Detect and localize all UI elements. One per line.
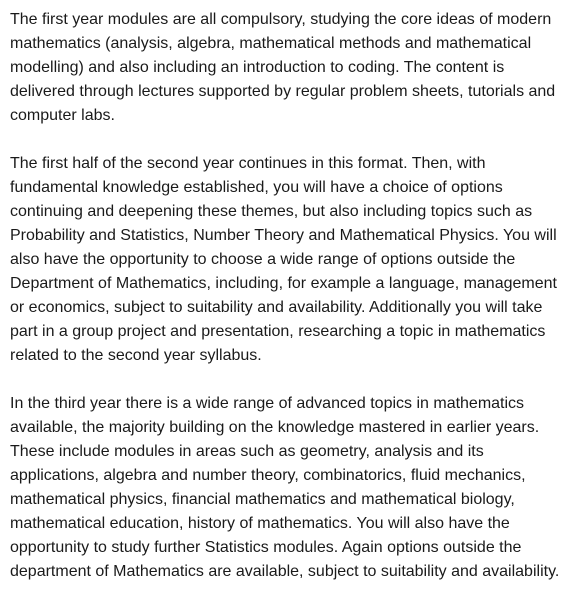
paragraph-third-year: In the third year there is a wide range of advanced topics in mathematics available, the majority building on the knowledge mastered in earlier years. These include modules in areas such as geometry, analysis and its applications, algebra and number theory, combinatorics, fluid mechanics, mathematical physics, financial mathematics and mathematical biology, mathematical education, history of mathematics. You will also have the opportunity to study further Statistics modules. Again options outside the department of Mathematics are available, subject to suitability and availability. [10,395,560,580]
paragraph-first-year: The first year modules are all compulsory, studying the core ideas of modern mathematics (analysis, algebra, mathematical methods and mathematical modelling) and also including an introduction to coding. The content is delivered through lectures supported by regular problem sheets, tutorials and computer labs. [10,11,556,124]
paragraph-second-year: The first half of the second year continues in this format. Then, with fundamental knowledge established, you will have a choice of options continuing and deepening these themes, but also including topics such as Probability and Statistics, Number Theory and Mathematical Physics. You will also have the opportunity to choose a wide range of options outside the Department of Mathematics, including, for example a language, management or economics, subject to suitability and availability. Additionally you will take part in a group project and presentation, researching a topic in mathematics related to the second year syllabus. [10,155,557,364]
